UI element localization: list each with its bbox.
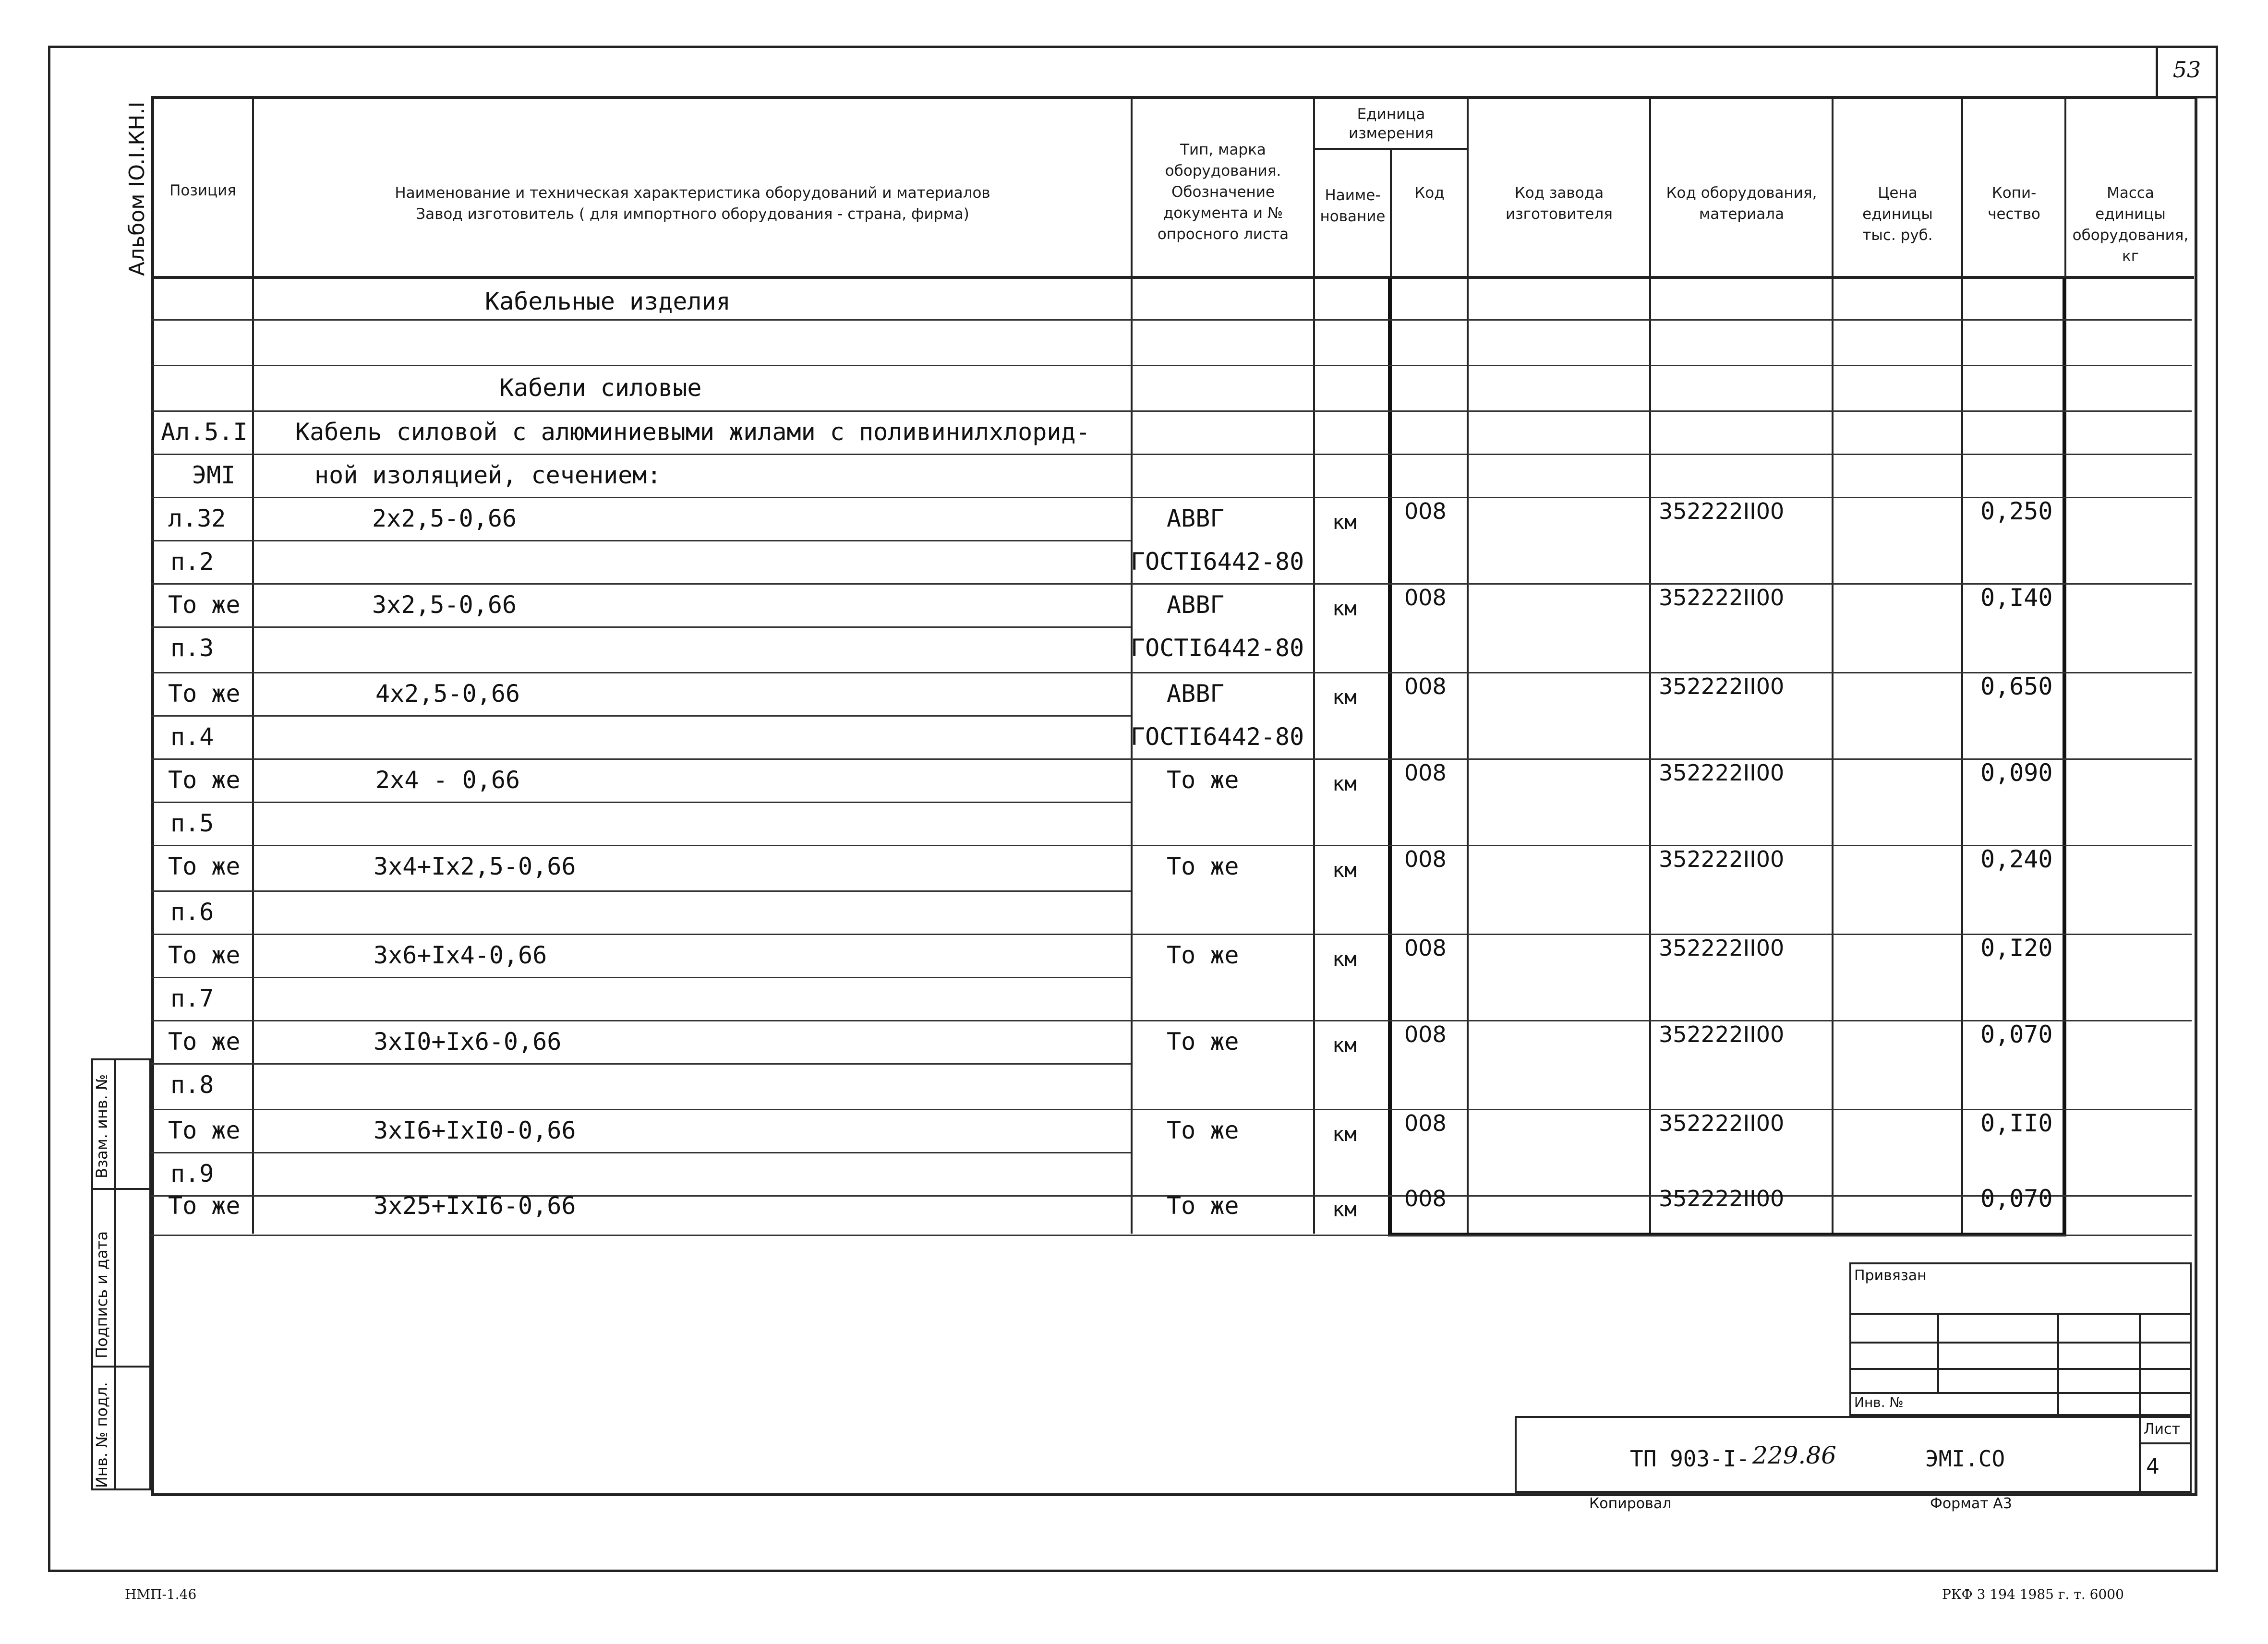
header-unit-line1: Единица [1357,106,1425,123]
row-quantity: 0,250 [1980,497,2053,525]
row-line [151,1109,2192,1110]
left-code: НМП-1.46 [125,1586,197,1602]
row-line [151,626,1131,628]
row-quantity: 0,650 [1980,672,2053,700]
row-type-standard: ГОСТI6442-80 [1131,634,1304,662]
header-rule [151,276,2194,279]
row-position: То же [168,591,241,619]
row-subposition: п.2 [170,548,214,576]
header-type-line3: Обозначение [1171,183,1275,201]
row-position: То же [168,852,241,880]
row-equip-code: 352222II00 [1659,1186,1785,1212]
format: Формат А3 [1930,1495,2012,1512]
row-type-standard: ГОСТI6442-80 [1131,723,1304,751]
header-type [1133,139,1313,245]
col-line [1832,96,1834,1234]
intro-text2: ной изоляцией, сечением: [314,461,662,489]
album-label: Альбом IO.I.КН.I [125,101,149,276]
row-equip-code: 352222II00 [1659,1110,1785,1136]
thick-border-left [1388,278,1392,1236]
row-type: То же [1167,1028,1239,1056]
row-unit: км [1332,858,1357,882]
row-name: 4х2,5-0,66 [375,680,520,708]
title-col [2057,1313,2059,1416]
row-quantity: 0,070 [1980,1020,2053,1048]
list-rule [2139,1442,2192,1444]
unit-header-rule [1313,148,1467,150]
list-label: Лист [2144,1421,2181,1438]
row-line [151,890,1131,892]
header-qty2: чество [1988,205,2040,223]
side-podpis: Подпись и дата [93,1231,111,1358]
row-line [151,977,1131,978]
col-line [1390,149,1392,276]
col-line [1961,96,1963,1234]
row-line [151,454,2192,455]
thick-border-right [2063,278,2066,1236]
row-type: АВВГ [1167,504,1225,532]
row-position: То же [168,941,241,969]
row-unit: км [1332,947,1357,971]
row-line [151,672,2192,673]
privyazan-label: Привязан [1854,1267,1927,1284]
row-position: л.32 [168,504,226,532]
row-line [151,365,2192,366]
doc-number: ТП 903-I- [1630,1446,1750,1472]
header-price2: единицы [1862,205,1933,223]
row-line [151,1063,1131,1065]
row-type: То же [1167,1192,1239,1220]
row-line [151,934,2192,935]
row-subposition: п.3 [170,634,214,662]
row-line [151,758,2192,760]
doc-number-hand: 229.86 [1752,1441,1836,1469]
row-equip-code: 352222II00 [1659,585,1785,611]
subsection-title: Кабели силовые [499,374,702,402]
row-unit: км [1332,510,1357,534]
row-subposition: п.4 [170,723,214,751]
row-line [151,583,2192,585]
page-number: 53 [2172,57,2201,83]
header-qty [1964,182,2064,225]
row-name: 3хI0+Iх6-0,66 [374,1028,562,1056]
row-unit: км [1332,772,1357,795]
header-type-line4: документа и № [1163,204,1283,222]
row-unit-code: 008 [1404,760,1447,786]
row-unit-code: 008 [1404,585,1447,611]
row-type-standard: ГОСТI6442-80 [1131,548,1304,576]
side-vzam: Взам. инв. № [93,1074,111,1178]
header-type-line5: опросного листа [1157,226,1289,243]
row-unit: км [1332,1198,1357,1221]
row-line [151,410,2192,412]
header-name [254,182,1131,225]
row-equip-code: 352222II00 [1659,673,1785,699]
row-name: 2х2,5-0,66 [372,504,517,532]
doc-code: ЭМI.СО [1925,1446,2005,1472]
row-unit: км [1332,1122,1357,1146]
header-mass3: оборудования, [2072,227,2189,244]
row-line [151,497,2192,498]
col-line [1131,96,1133,1234]
header-name-line1: Наименование и техническая характеристика оборудований и материалов [395,184,990,202]
header-price [1834,182,1961,246]
header-unit-name [1315,185,1390,227]
row-quantity: 0,070 [1980,1185,2053,1212]
header-equip-code1: Код оборудования, [1666,184,1817,202]
row-unit-code: 008 [1404,1110,1447,1136]
header-mass [2067,182,2194,267]
row-position: То же [168,1192,241,1220]
inv-no-label: Инв. № [1854,1394,1904,1410]
header-unit [1315,105,1467,143]
intro-pos2: ЭМI [192,461,236,489]
row-type: То же [1167,1116,1239,1144]
row-unit-code: 008 [1404,935,1447,961]
header-mass1: Масса [2107,184,2154,202]
row-name: 3х2,5-0,66 [372,591,517,619]
header-unit-code: Код [1414,184,1445,202]
side-inv: Инв. № подл. [93,1382,111,1488]
row-unit: км [1332,1033,1357,1057]
row-subposition: п.5 [170,809,214,837]
row-equip-code: 352222II00 [1659,498,1785,524]
row-line [151,1020,2192,1021]
col-line [1313,96,1315,1234]
header-equip-code2: материала [1699,205,1785,223]
row-unit-code: 008 [1404,846,1447,872]
side-stamp-rule [91,1188,151,1190]
row-subposition: п.6 [170,898,214,926]
header-plant-code1: Код завода [1514,184,1604,202]
row-name: 3хI6+IхI0-0,66 [374,1116,576,1144]
row-line [151,540,1131,541]
header-plant-code [1469,182,1649,225]
row-line [151,715,1131,717]
row-line [151,845,2192,846]
header-equip-code [1652,182,1832,225]
row-quantity: 0,240 [1980,845,2053,873]
row-quantity: 0,II0 [1980,1109,2053,1137]
row-type: То же [1167,852,1239,880]
header-plant-code2: изготовителя [1506,205,1613,223]
side-stamp-divider [114,1058,116,1490]
row-name: 3х6+Iх4-0,66 [374,941,547,969]
row-subposition: п.7 [170,984,214,1012]
list-col [2139,1416,2141,1493]
row-line [151,802,1131,803]
kopiroval: Копировал [1589,1495,1672,1512]
row-quantity: 0,090 [1980,759,2053,787]
row-unit: км [1332,685,1357,709]
row-unit-code: 008 [1404,498,1447,524]
row-equip-code: 352222II00 [1659,760,1785,786]
right-code: РКФ 3 194 1985 г. т. 6000 [1942,1586,2124,1602]
row-line [151,1152,1131,1153]
row-position: То же [168,680,241,708]
side-stamp-rule [91,1366,151,1368]
col-line [1649,96,1651,1234]
row-quantity: 0,I20 [1980,934,2053,962]
row-position: То же [168,766,241,794]
title-block-main [1515,1416,2192,1493]
col-line [1467,96,1469,1234]
row-equip-code: 352222II00 [1659,1021,1785,1047]
row-subposition: п.9 [170,1160,214,1188]
header-qty1: Копи- [1991,184,2037,202]
row-position: То же [168,1116,241,1144]
row-unit-code: 008 [1404,673,1447,699]
header-unit-line2: измерения [1349,125,1434,142]
header-name-line2: Завод изготовитель ( для импортного оборудования - страна, фирма) [416,205,969,223]
section-title: Кабельные изделия [485,288,731,315]
list-number: 4 [2146,1454,2159,1479]
row-type: То же [1167,766,1239,794]
header-price1: Цена [1878,184,1918,202]
row-unit: км [1332,597,1357,620]
header-type-line1: Тип, марка [1180,141,1266,158]
row-equip-code: 352222II00 [1659,846,1785,872]
row-type: АВВГ [1167,680,1225,708]
intro-text1: Кабель силовой с алюминиевыми жилами с поливинилхлорид- [295,418,1090,446]
row-line [151,1235,2192,1236]
header-type-line2: оборудования. [1165,162,1281,180]
header-position: Позиция [169,182,236,199]
header-mass2: единицы [2095,205,2166,223]
title-col [1937,1313,1939,1392]
row-name: 3х4+Iх2,5-0,66 [374,852,576,880]
row-unit-code: 008 [1404,1186,1447,1212]
row-position: То же [168,1028,241,1056]
row-quantity: 0,I40 [1980,584,2053,612]
row-subposition: п.8 [170,1071,214,1099]
row-unit-code: 008 [1404,1021,1447,1047]
row-name: 2х4 - 0,66 [375,766,520,794]
row-equip-code: 352222II00 [1659,935,1785,961]
row-name: 3х25+IхI6-0,66 [374,1192,576,1220]
row-line [151,319,2192,321]
intro-pos1: Ал.5.I [161,418,248,446]
title-col [2139,1313,2141,1416]
row-type: То же [1167,941,1239,969]
row-type: АВВГ [1167,591,1225,619]
header-unit-name2: нование [1320,208,1386,225]
header-price3: тыс. руб. [1862,227,1933,244]
header-unit-name1: Наиме- [1325,187,1381,204]
header-mass4: кг [2122,248,2139,265]
